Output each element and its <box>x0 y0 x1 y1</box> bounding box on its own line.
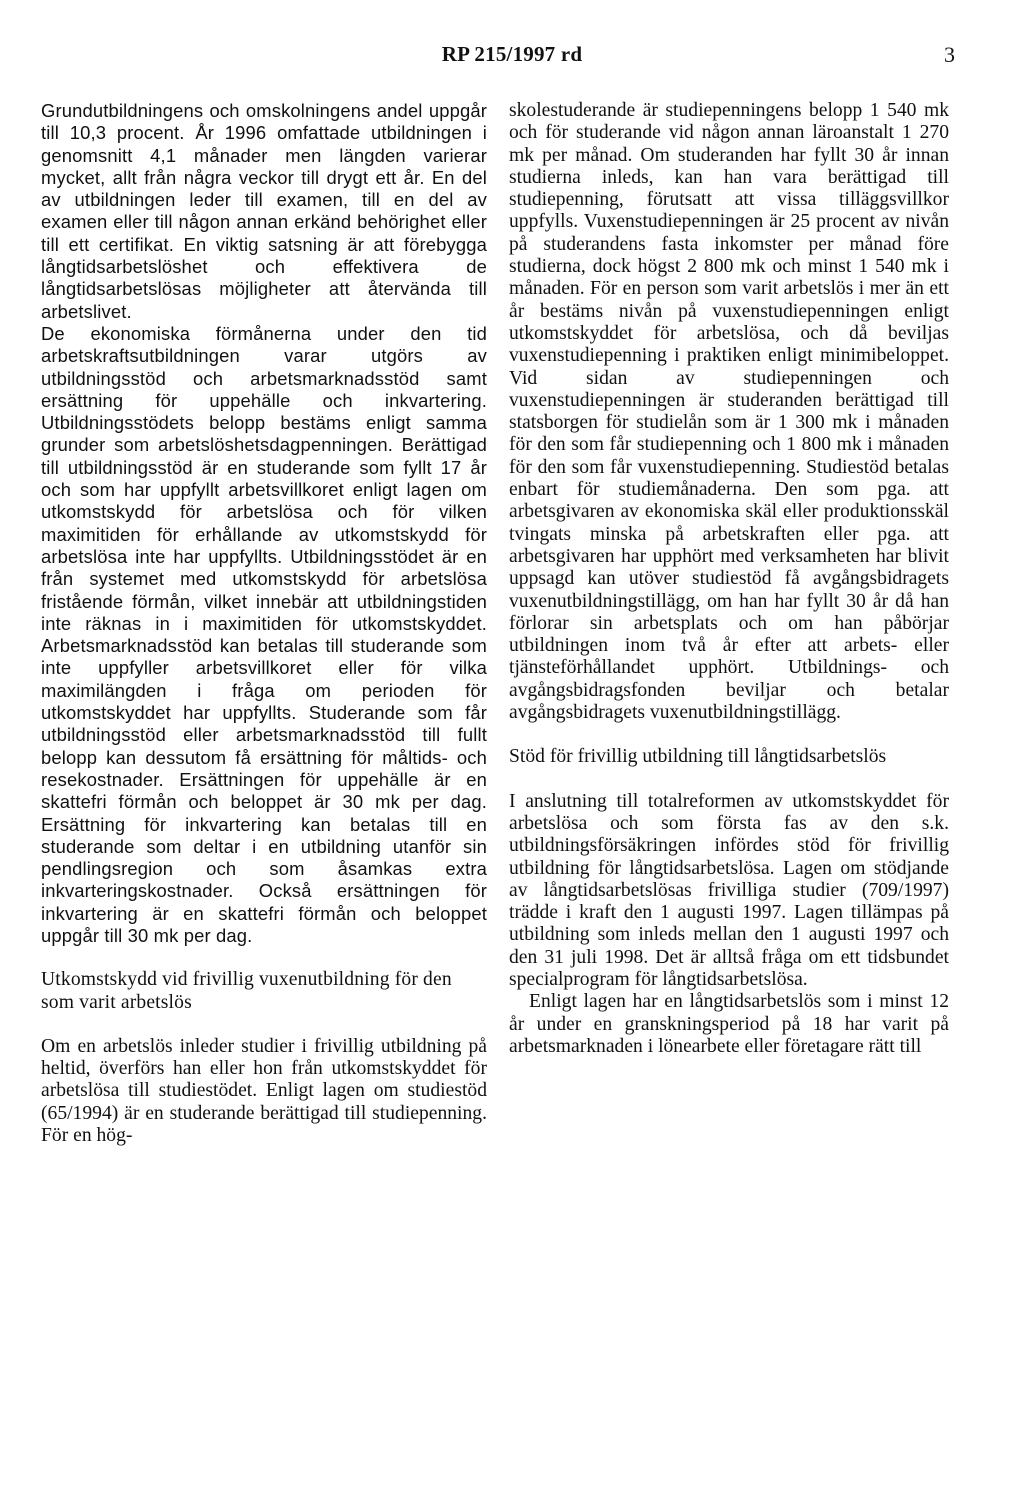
left-paragraph-2: De ekonomiska förmånerna under den tid arbetskraftsutbildningen varar utgörs av utbildningsstöd och arbetsmarknadsstöd samt ersättning för uppehälle och inkvartering. Utbildningsstödets belopp bestäms enligt samma grunder som arbetslöshetsdagpenningen. Berättigad till utbildningsstöd är en studerande som fyllt 17 år och som har uppfyllt arbetsvillkoret enligt lagen om utkomstskydd för arbetslösa och för vilken maximitiden för erhållande av utkomstskydd för arbetslösa inte har uppfyllts. Utbildningsstödet är en från systemet med utkomstskydd för arbetslösa fristående förmån, vilket innebär att utbildningstiden inte räknas in i maximitiden för utkomstskyddet. Arbetsmarknadsstöd kan betalas till studerande som inte uppfyller arbetsvillkoret eller för vilka maximilängden i fråga om perioden för utkomstskyddet har uppfyllts. Studerande som får utbildningsstöd eller arbetsmarknadsstöd till fullt belopp kan dessutom få ersättning för måltids- och resekostnader. Ersättningen för uppehälle är en skattefri förmån och beloppet är 30 mk per dag. Ersättning för inkvartering kan betalas till en studerande som deltar i en utbildning utanför sin pendlingsregion och som åsamkas extra inkvarteringskostnader. Också ersättningen för inkvartering är en skattefri förmån och beloppet uppgår till 30 mk per dag. <box>41 322 487 946</box>
right-paragraph-2: I anslutning till totalreformen av utkomstskyddet för arbetslösa och som första fas av den s.k. utbildningsförsäkringen infördes stöd för frivillig utbildning för långtidsarbetslösa. Lagen om stödjande av långtidsarbetslösas frivilliga studier (709/1997) trädde i kraft den 1 augusti 1997. Lagen tillämpas på utbildning som inleds mellan den 1 augusti 1997 och den 31 juli 1998. Det är alltså fråga om ett tidsbundet specialprogram för långtidsarbetslösa. <box>509 790 949 990</box>
page-number: 3 <box>944 42 955 67</box>
right-section-heading: Stöd för frivillig utbildning till långtidsarbetslös <box>509 746 887 768</box>
left-paragraph-3: Om en arbetslös inleder studier i frivillig utbildning på heltid, överförs han eller hon från utkomstskyddet för arbetslösa till studiestödet. Enligt lagen om studiestöd (65/1994) är en studerande berättigad till studiepenning. För en hög- <box>41 1035 487 1147</box>
left-column <box>41 100 487 1147</box>
left-section-heading: Utkomstskydd vid frivillig vuxenutbildning för den som varit arbetslös <box>41 969 452 1013</box>
left-paragraph-1: Grundutbildningens och omskolningens andel uppgår till 10,3 procent. År 1996 omfattade utbildningen i genomsnitt 4,1 månader men längden varierar mycket, allt från några veckor till drygt ett år. En del av utbildningen leder till examen, till en del av examen eller till någon annan erkänd behörighet eller till ett certifikat. En viktig satsning är att förebygga långtidsarbetslöshet och effektivera de långtidsarbetslösas möjligheter att återvända till arbetslivet. <box>41 100 487 322</box>
right-column <box>509 100 949 1058</box>
right-paragraph-3: Enligt lagen har en långtidsarbetslös som i minst 12 år under en granskningsperiod på 18 har varit på arbetsmarknaden i lönearbete eller företagare rätt till <box>509 991 949 1057</box>
right-paragraph-1: skolestuderande är studiepenningens belopp 1 540 mk och för studerande vid någon annan läroanstalt 1 270 mk per månad. Om studeranden har fyllt 30 år innan studierna inleds, kan han vara berättigad till studiepenning, förutsatt att vissa tilläggsvillkor uppfylls. Vuxenstudiepenningen är 25 procent av nivån på studerandens fasta inkomster per månad före studierna, dock högst 2 800 mk och minst 1 540 mk i månaden. För en person som varit arbetslös i mer än ett år bestäms nivån på vuxenstudiepenningen enligt utkomstskyddet för arbetslösa, och då beviljas vuxenstudiepenning i praktiken enligt minimibeloppet. Vid sidan av studiepenningen och vuxenstudiepenningen är studeranden berättigad till statsborgen för studielån som är 1 300 mk i månaden för den som får studiepenning och 1 800 mk i månaden för den som får vuxenstudiepenning. Studiestöd betalas enbart för studiemånaderna. Den som pga. att arbetsgivaren av ekonomiska skäl eller produktionsskäl tvingats minska på arbetskraften eller pga. att arbetsgivaren har upphört med verksamheten har blivit uppsagd kan utöver studiestöd få avgångsbidragets vuxenutbildningstillägg, om han har fyllt 30 år då han förlorar sin arbetsplats och om han påbörjar utbildningen inom två år efter att arbets- eller tjänsteförhållandet upphört. Utbildnings- och avgångsbidragsfonden beviljar och betalar avgångsbidragets vuxenutbildningstillägg. <box>509 100 949 724</box>
document-reference: RP 215/1997 rd <box>441 42 583 66</box>
page-header <box>0 42 1024 72</box>
